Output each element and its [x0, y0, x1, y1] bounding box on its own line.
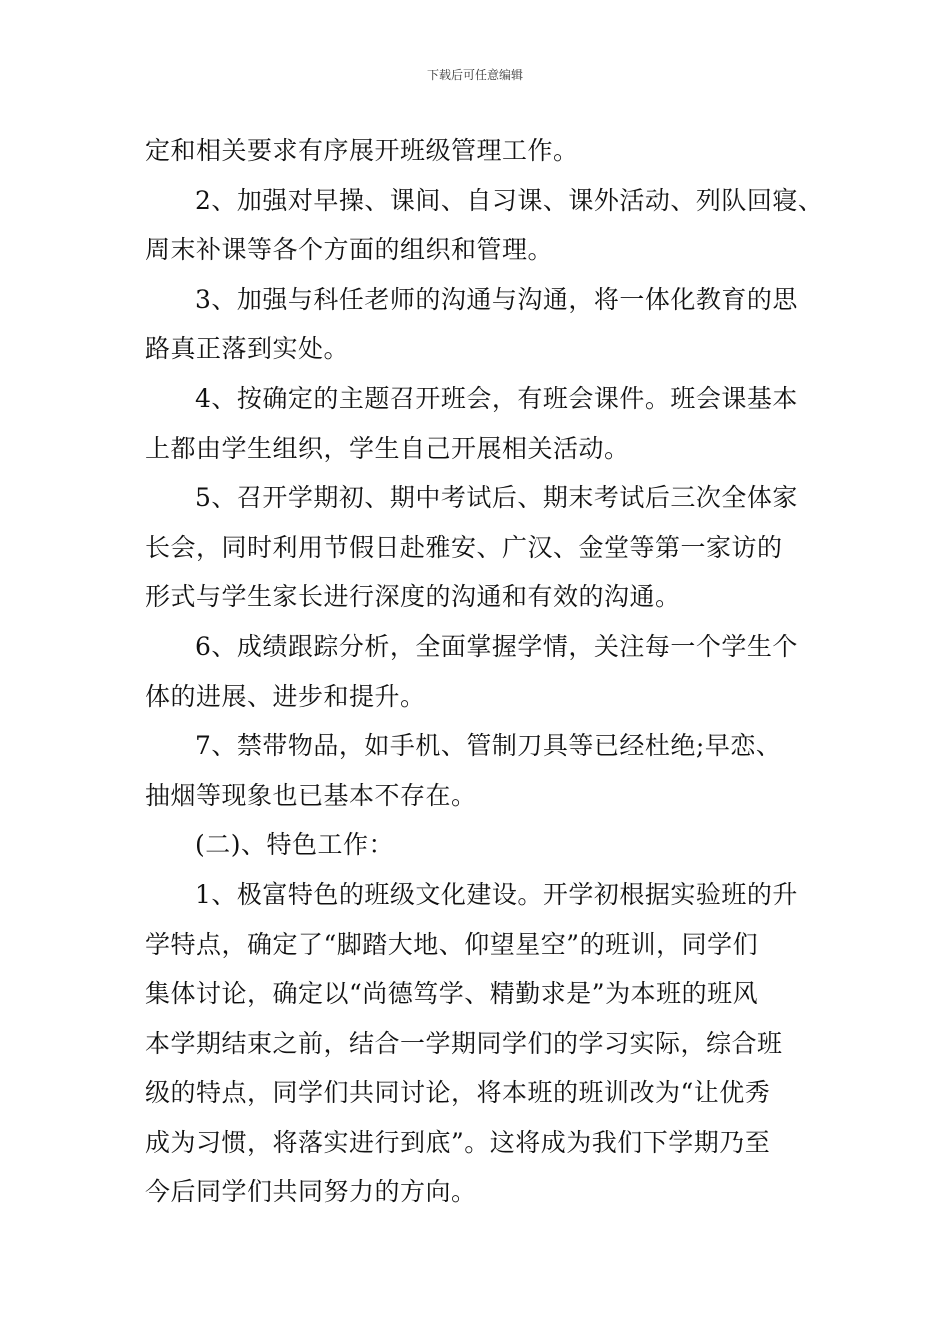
- text-line: 形式与学生家长进行深度的沟通和有效的沟通。: [145, 582, 681, 612]
- text-line: 长会，同时利用节假日赴雅安、广汉、金堂等第一家访的: [145, 532, 783, 562]
- section-heading-special-work: (二)、特色工作：: [195, 830, 395, 860]
- text-line: 级的特点，同学们共同讨论，将本班的班训改为“让优秀: [145, 1078, 771, 1108]
- text-line: 周末补课等各个方面的组织和管理。: [145, 235, 554, 265]
- page-header: 下载后可任意编辑: [426, 68, 523, 82]
- text-line-item-2: 2、加强对早操、课间、自习课、课外活动、列队回寝、: [195, 185, 824, 215]
- text-line-item-6: 6、成绩跟踪分析，全面掌握学情，关注每一个学生个: [195, 631, 798, 661]
- text-line: 路真正落到实处。: [145, 334, 350, 364]
- text-line: 今后同学们共同努力的方向。: [145, 1177, 477, 1207]
- text-line-item-4: 4、按确定的主题召开班会，有班会课件。班会课基本: [195, 383, 798, 413]
- text-line: 上都由学生组织，学生自己开展相关活动。: [145, 433, 630, 463]
- text-line-special-item-1: 1、极富特色的班级文化建设。开学初根据实验班的升: [195, 879, 798, 909]
- text-line-item-7: 7、禁带物品，如手机、管制刀具等已经杜绝;早恋、: [195, 731, 782, 761]
- text-line: 抽烟等现象也已基本不存在。: [145, 780, 477, 810]
- document-body: [145, 126, 824, 1217]
- text-line: 学特点，确定了“脚踏大地、仰望星空”的班训，同学们: [145, 929, 759, 959]
- text-line: 成为习惯，将落实进行到底”。这将成为我们下学期乃至: [145, 1127, 771, 1157]
- text-line: 体的进展、进步和提升。: [145, 681, 426, 711]
- text-line-item-3: 3、加强与科任老师的沟通与沟通，将一体化教育的思: [195, 284, 798, 314]
- text-line-item-5: 5、召开学期初、期中考试后、期末考试后三次全体家: [195, 483, 798, 513]
- text-line: 本学期结束之前，结合一学期同学们的学习实际，综合班: [145, 1028, 783, 1058]
- text-line: 集体讨论，确定以“尚德笃学、精勤求是”为本班的班风: [145, 979, 759, 1009]
- text-line: 定和相关要求有序展开班级管理工作。: [145, 136, 579, 165]
